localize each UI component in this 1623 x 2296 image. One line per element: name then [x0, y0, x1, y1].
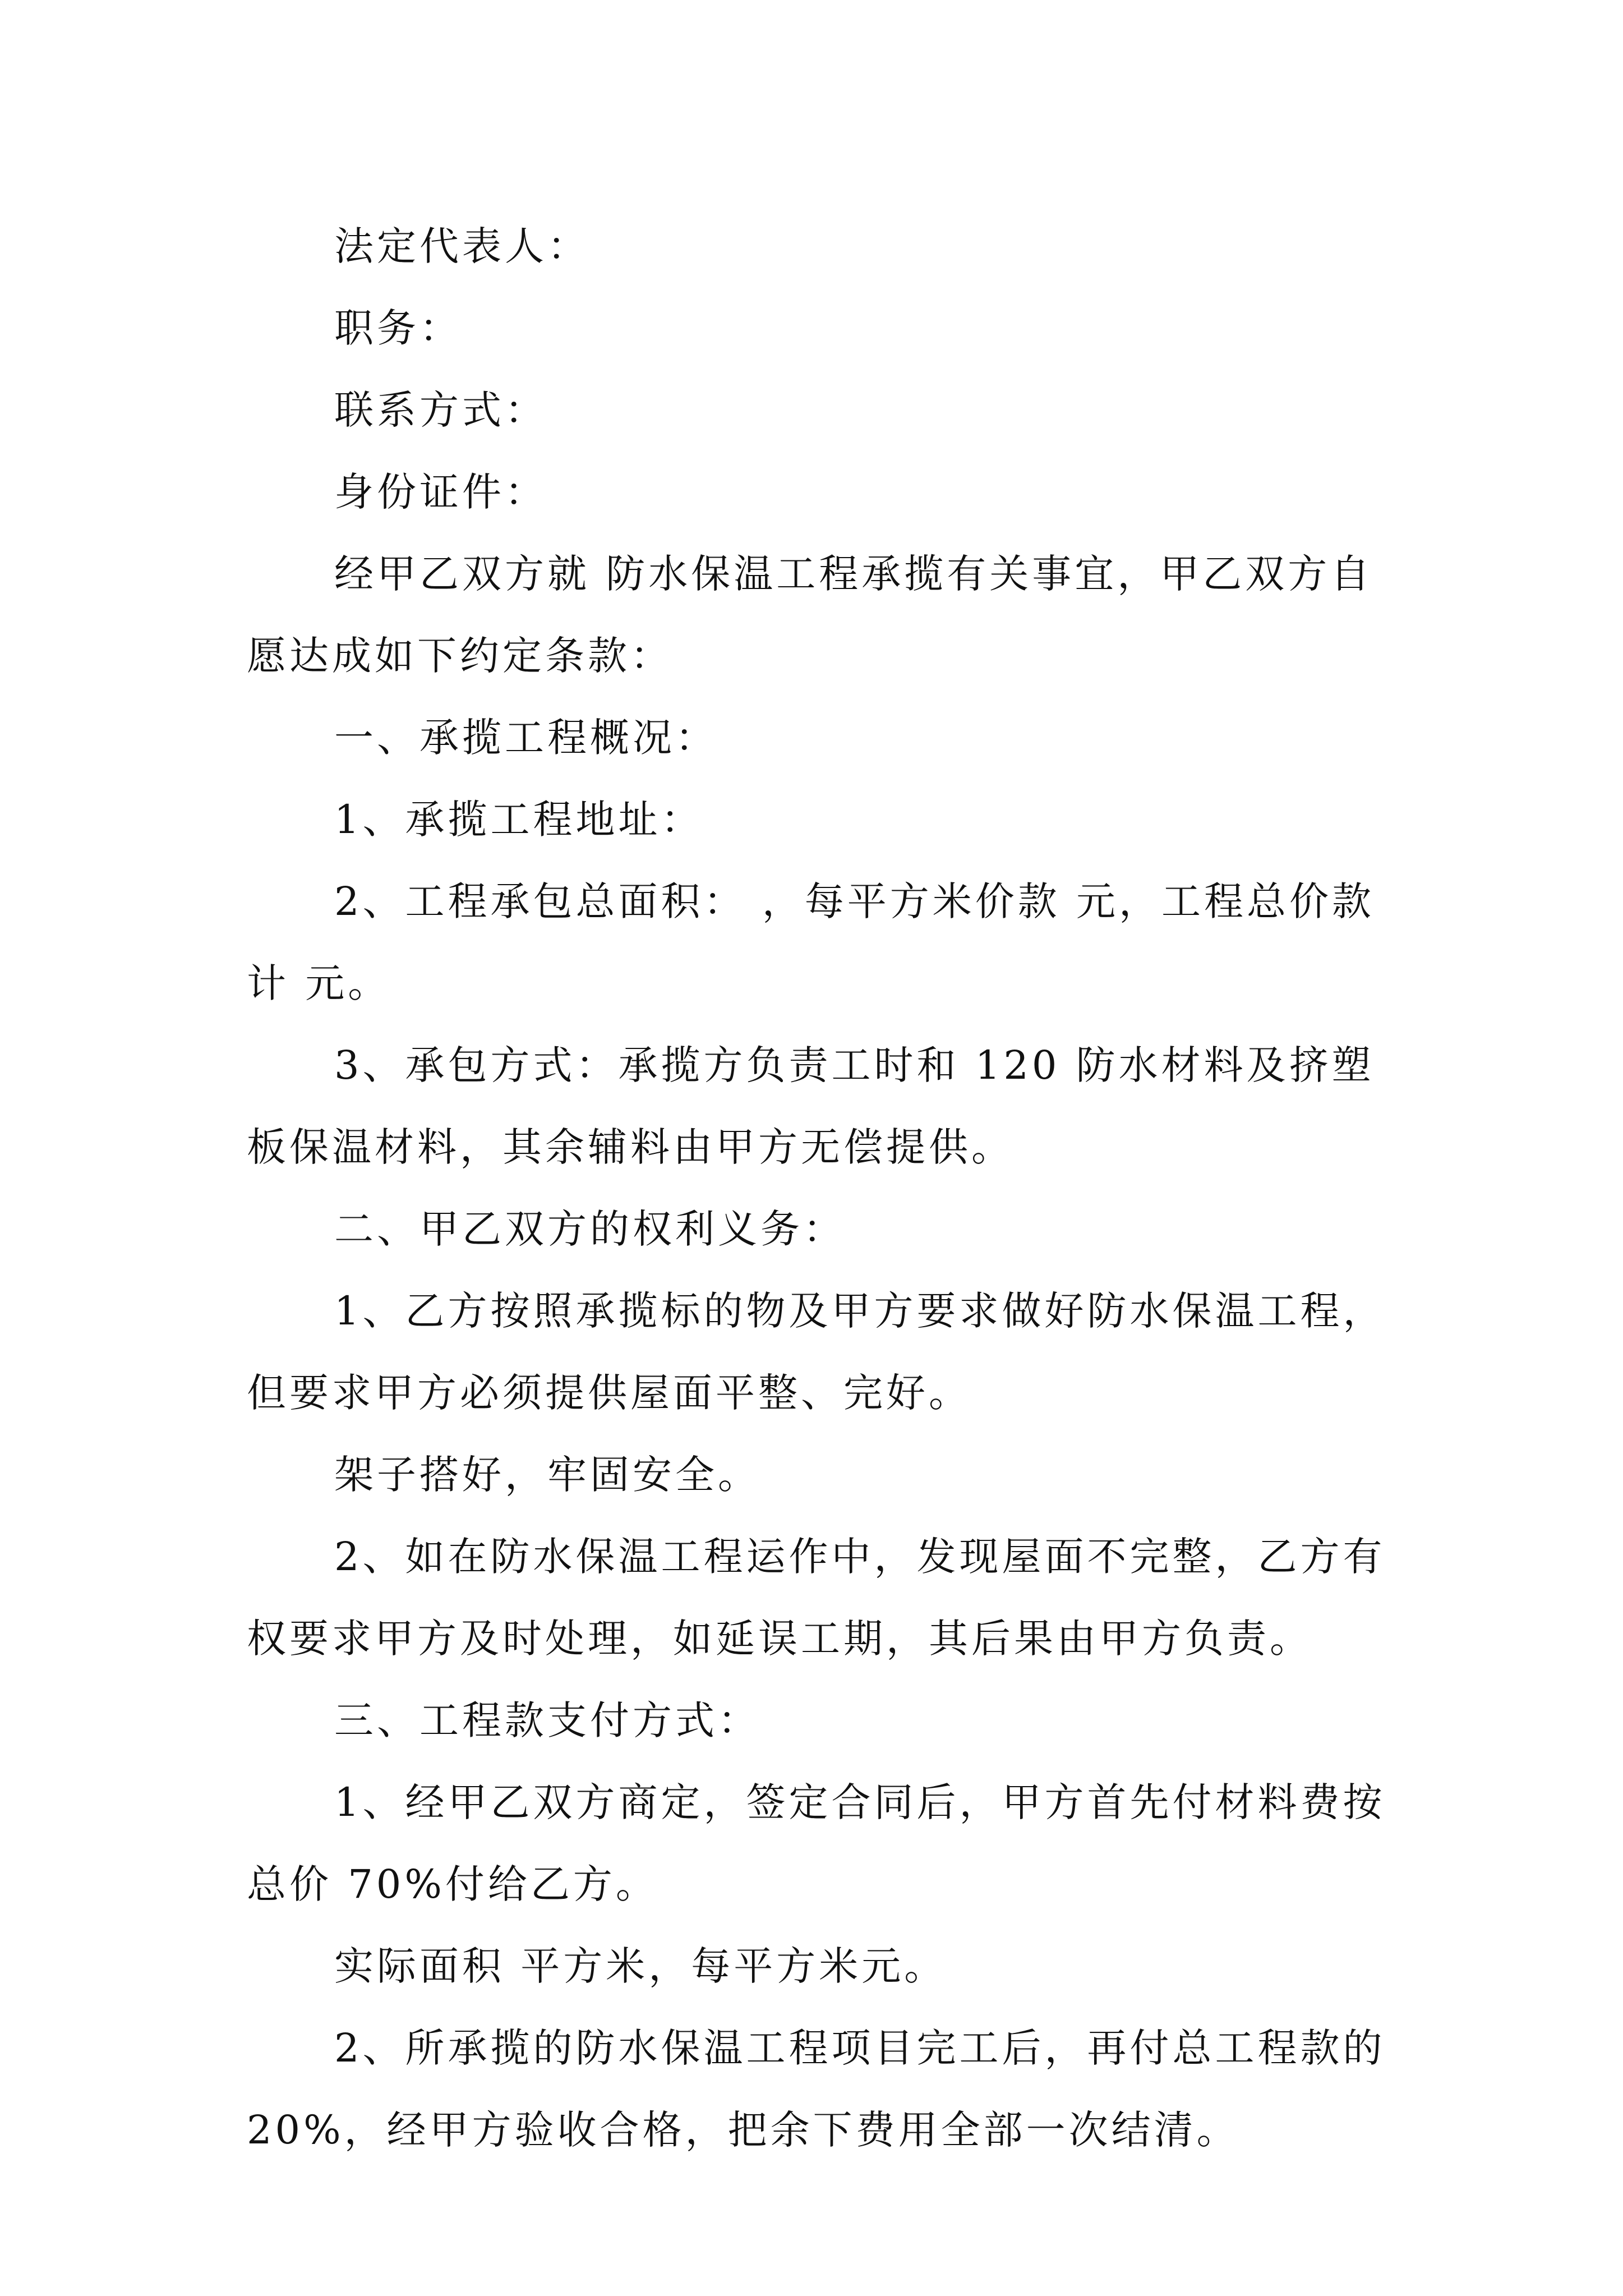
- legal-representative-line: 法定代表人：: [334, 223, 590, 269]
- clause-1-3: 3、承包方式：承揽方负责工时和 120 防水材料及挤塑板保温材料，其余辅料由甲方无偿提供。: [247, 1042, 1375, 1170]
- section-heading-1: 一、承揽工程概况：: [334, 715, 718, 761]
- clause-3-1: 1、经甲乙双方商定，签定合同后，甲方首先付材料费按总价 70%付给乙方。: [247, 1779, 1386, 1907]
- intro-paragraph: 经甲乙双方就 防水保温工程承揽有关事宜，甲乙双方自愿达成如下约定条款：: [247, 551, 1373, 679]
- section-heading-3: 三、工程款支付方式：: [334, 1697, 760, 1743]
- clause-2-1-continued: 架子搭好，牢固安全。: [334, 1452, 760, 1498]
- clause-2-2: 2、如在防水保温工程运作中，发现屋面不完整，乙方有权要求甲方及时处理，如延误工期，其后果由甲方负责。: [247, 1534, 1386, 1662]
- section-heading-2: 二、甲乙双方的权利义务：: [334, 1206, 846, 1252]
- contact-line: 联系方式：: [334, 387, 547, 433]
- clause-3-2: 2、所承揽的防水保温工程项目完工后，再付总工程款的 20%，经甲方验收合格，把余下费用全部一次结清。: [247, 2025, 1386, 2153]
- clause-1-1: 1、承揽工程地址：: [334, 797, 704, 843]
- position-line: 职务：: [334, 305, 462, 351]
- actual-area-line: 实际面积 平方米，每平方米元。: [334, 1943, 947, 1989]
- clause-1-2: 2、工程承包总面积： ，每平方米价款 元，工程总价款计 元。: [247, 878, 1375, 1006]
- clause-2-1: 1、乙方按照承揽标的物及甲方要求做好防水保温工程，但要求甲方必须提供屋面平整、完好。: [247, 1288, 1386, 1416]
- id-document-line: 身份证件：: [334, 469, 547, 515]
